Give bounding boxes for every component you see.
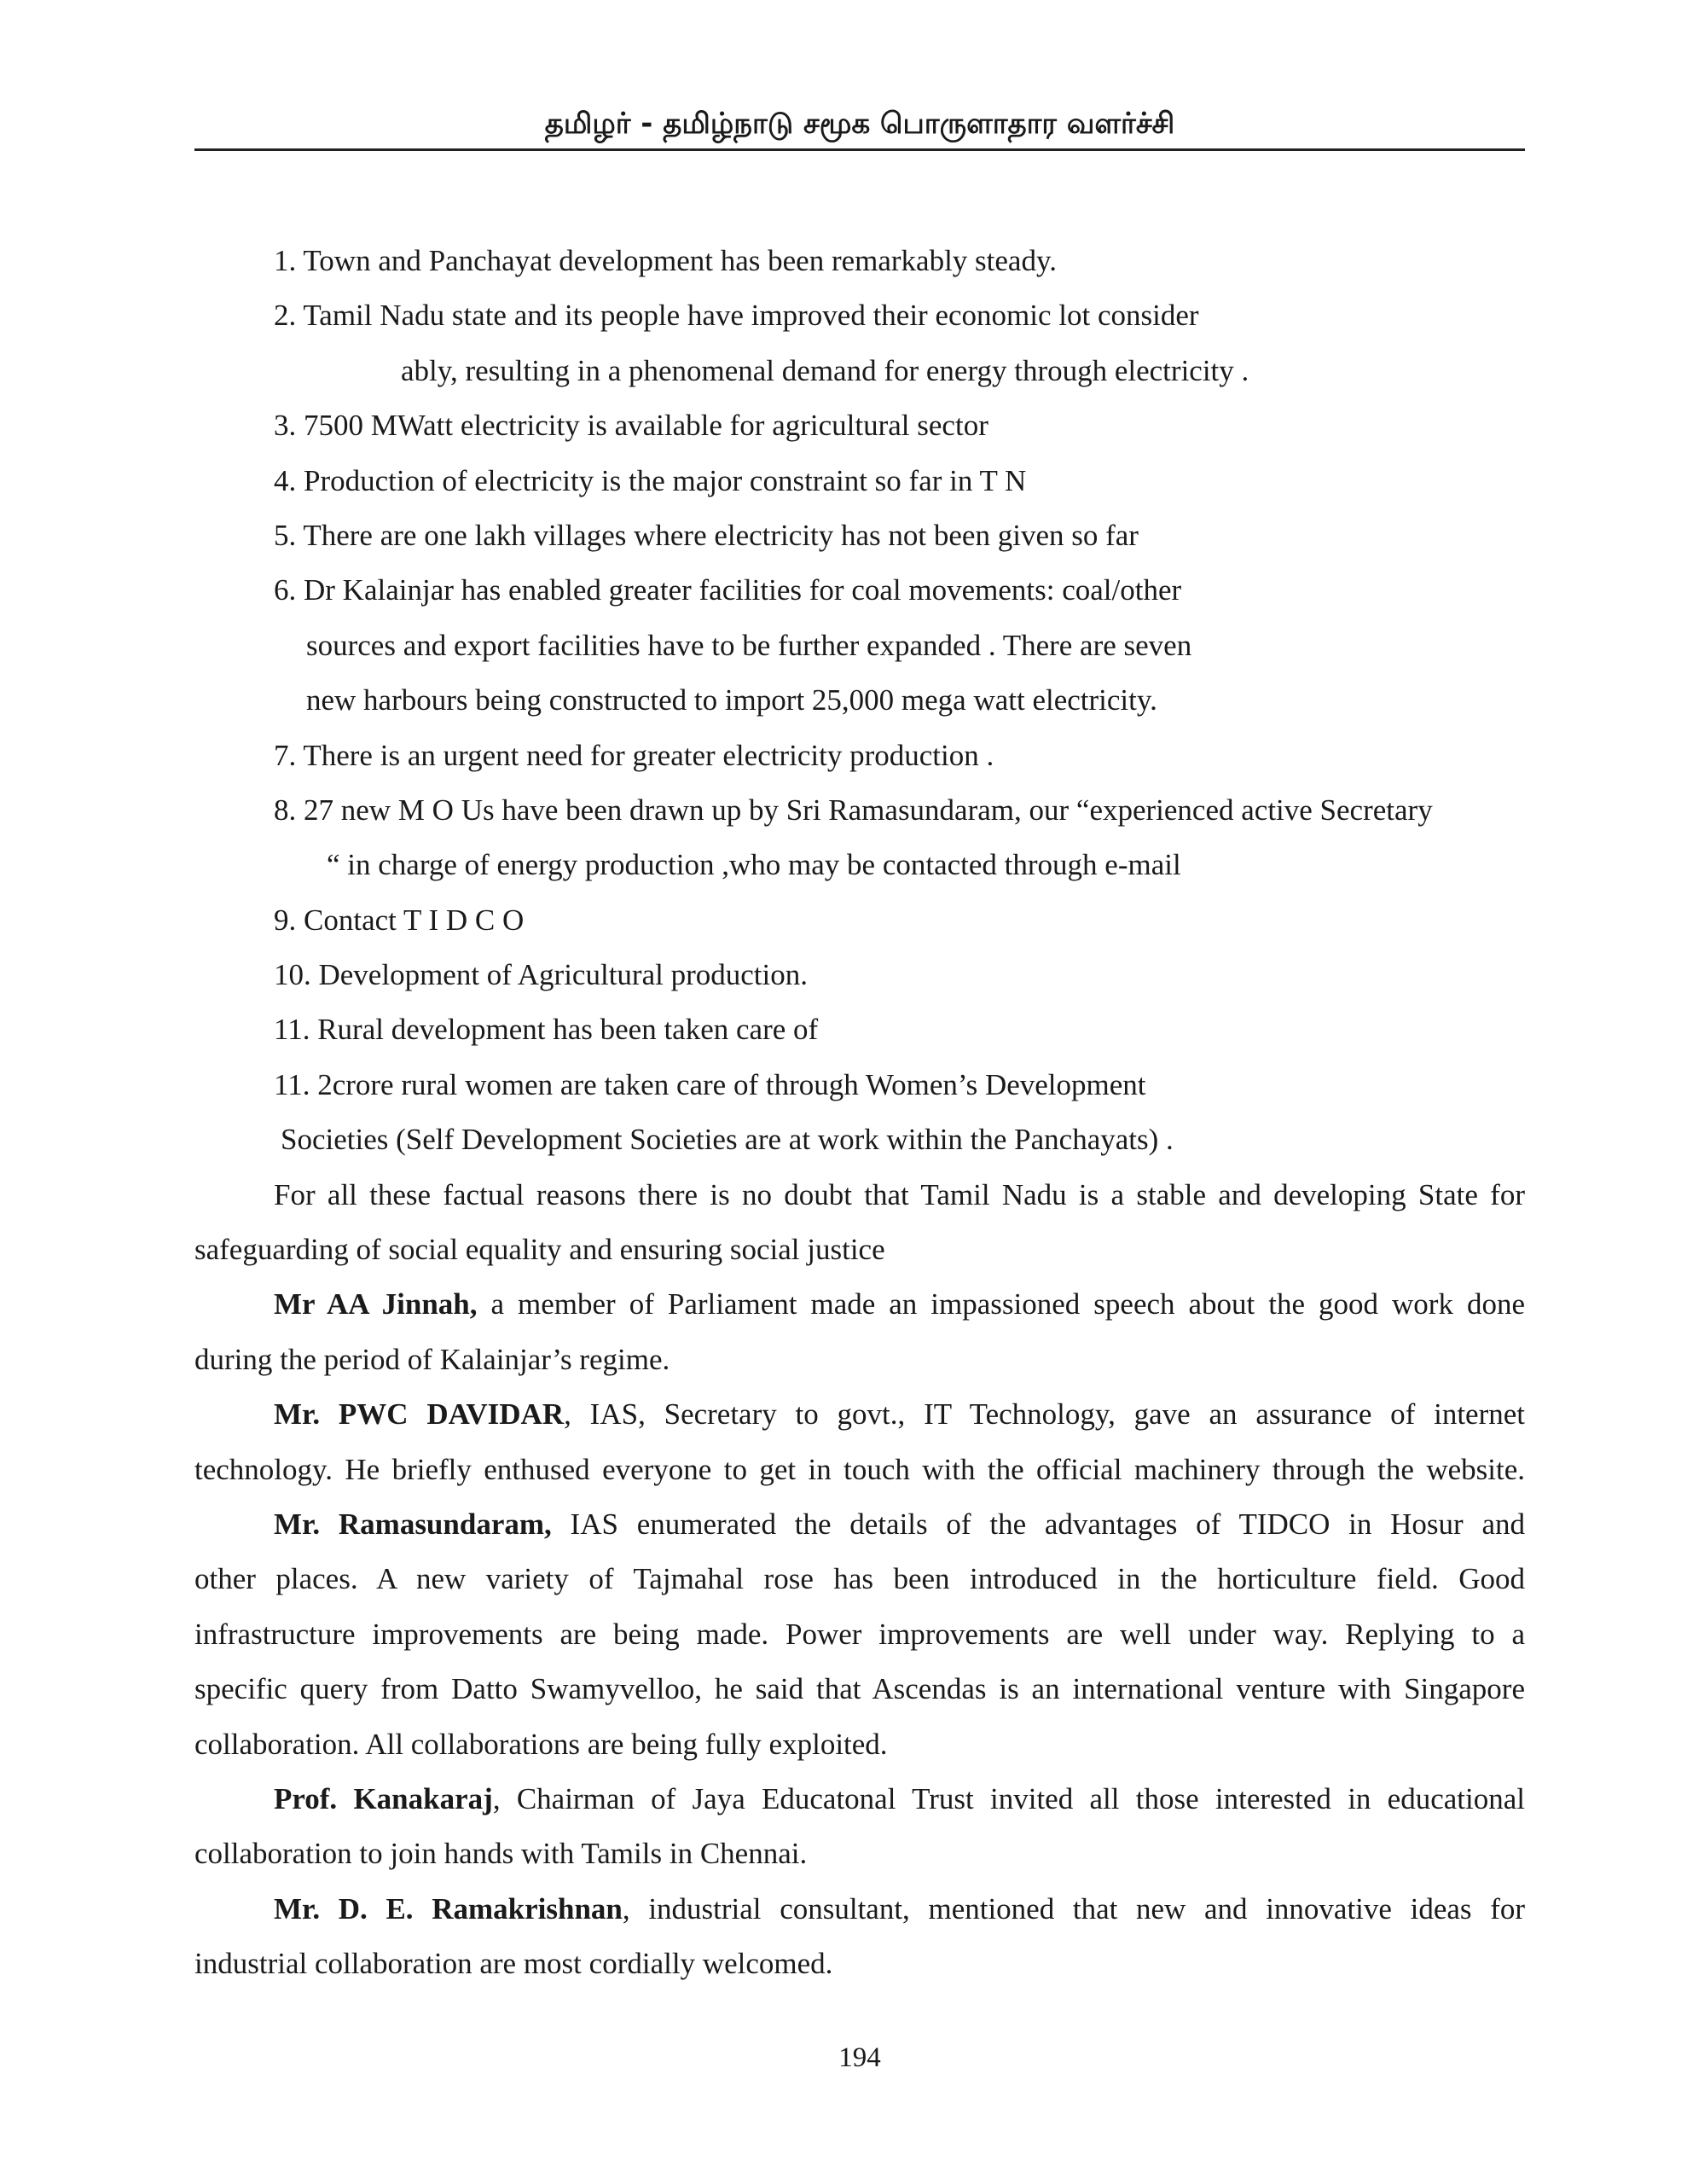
list-item-continuation: “ in charge of energy production ,who may be contacted through e-mail — [327, 848, 1181, 882]
paragraph-line: specific query from Datto Swamyvelloo, he said that Ascendas is an international venture with Singapore — [194, 1672, 1525, 1706]
paragraph-line: during the period of Kalainjar’s regime. — [194, 1342, 670, 1376]
paragraph-line — [194, 1772, 1525, 1827]
header-rule — [194, 148, 1525, 151]
paragraph-line — [194, 1882, 1525, 1937]
list-item: 9. Contact T I D C O — [274, 903, 525, 937]
paragraph-text: , industrial consultant, mentioned that new and innovative ideas for — [622, 1891, 1525, 1926]
running-header: தமிழர் - தமிழ்நாடு சமூக பொருளாதார வளர்ச்சி — [544, 107, 1175, 141]
paragraph-line — [194, 1277, 1525, 1332]
speaker-name: Mr. PWC DAVIDAR — [274, 1397, 565, 1432]
list-item: 7. There is an urgent need for greater electricity production . — [274, 738, 994, 772]
paragraph-line: collaboration to join hands with Tamils in Chennai. — [194, 1837, 808, 1871]
list-item: 3. 7500 MWatt electricity is available for agricultural sector — [274, 409, 988, 443]
list-item: 6. Dr Kalainjar has enabled greater facilities for coal movements: coal/other — [274, 573, 1182, 607]
speaker-name: Mr AA Jinnah, — [274, 1287, 478, 1321]
paragraph-line: infrastructure improvements are being made. Power improvements are well under way. Replying to a — [194, 1617, 1525, 1651]
list-item: 11. 2crore rural women are taken care of through Women’s Development — [274, 1067, 1146, 1101]
list-item-continuation: sources and export facilities have to be further expanded . There are seven — [306, 628, 1192, 662]
paragraph-text: , Chairman of Jaya Educatonal Trust invited all those interested in educational — [492, 1781, 1525, 1815]
list-item-continuation: ably, resulting in a phenomenal demand for energy through electricity . — [401, 353, 1249, 387]
paragraph-line: collaboration. All collaborations are being fully exploited. — [194, 1727, 888, 1761]
list-item: 1. Town and Panchayat development has been remarkably steady. — [274, 244, 1057, 277]
paragraph-line: industrial collaboration are most cordially welcomed. — [194, 1947, 833, 1981]
paragraph-text: , IAS, Secretary to govt., IT Technology, gave an assurance of internet — [564, 1397, 1526, 1432]
list-item: 11. Rural development has been taken care of — [274, 1013, 819, 1047]
list-item-continuation: new harbours being constructed to import 25,000 mega watt electricity. — [306, 683, 1157, 717]
list-item-continuation: Societies (Self Development Societies are at work within the Panchayats) . — [281, 1123, 1174, 1157]
list-item: 5. There are one lakh villages where electricity has not been given so far — [274, 518, 1139, 552]
list-item: 10. Development of Agricultural production. — [274, 958, 808, 992]
paragraph-text: IAS enumerated the details of the advantages of TIDCO in Hosur and — [551, 1507, 1526, 1541]
paragraph-line: For all these factual reasons there is no doubt that Tamil Nadu is a stable and developing State for — [274, 1177, 1525, 1211]
paragraph-line: other places. A new variety of Tajmahal rose has been introduced in the horticulture field. Good — [194, 1562, 1525, 1596]
paragraph-text: a member of Parliament made an impassioned speech about the good work done — [477, 1287, 1525, 1321]
speaker-name: Prof. Kanakaraj — [274, 1781, 493, 1815]
paragraph-line: technology. He briefly enthused everyone to get in touch with the official machinery through the website. — [194, 1452, 1525, 1486]
list-item: 2. Tamil Nadu state and its people have improved their economic lot consider — [274, 299, 1199, 333]
page-number: 194 — [838, 2042, 881, 2073]
speaker-name: Mr. Ramasundaram, — [274, 1507, 552, 1541]
list-item: 4. Production of electricity is the major constraint so far in T N — [274, 463, 1027, 497]
body-text — [194, 234, 1525, 1992]
paragraph-line — [194, 1497, 1525, 1552]
paragraph-line — [194, 1387, 1525, 1442]
list-item: 8. 27 new M O Us have been drawn up by Sri Ramasundaram, our “experienced active Secretary — [274, 793, 1433, 827]
paragraph-line: safeguarding of social equality and ensuring social justice — [194, 1233, 885, 1267]
speaker-name: Mr. D. E. Ramakrishnan — [274, 1891, 623, 1926]
